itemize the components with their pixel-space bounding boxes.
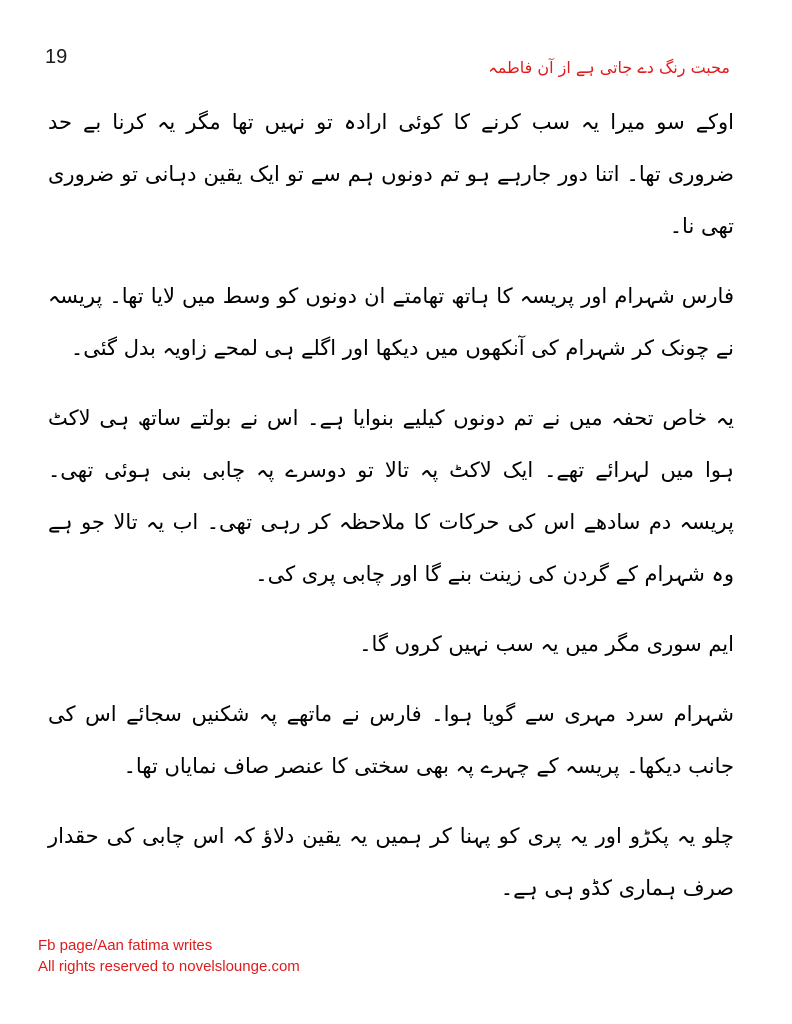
running-header: محبت رنگ دے جاتی ہے از آن فاطمہ <box>488 58 730 77</box>
paragraph-1: اوکے سو میرا یہ سب کرنے کا کوئی ارادہ تو نہیں تھا مگر یہ کرنا بے حد ضروری تھا۔ اتنا دور جارہے ہو تم دونوں ہم سے تو ایک یقین دہانی تو ضروری تھی نا۔ <box>48 110 734 238</box>
page-number: 19 <box>45 46 68 68</box>
paragraph-6: چلو یہ پکڑو اور یہ پری کو پہنا کر ہمیں یہ یقین دلاؤ کہ اس چابی کی حقدار صرف ہماری کڈو ہی ہے۔ <box>48 824 734 900</box>
paragraph-4: ایم سوری مگر میں یہ سب نہیں کروں گا۔ <box>359 632 734 656</box>
paragraph-3: یہ خاص تحفہ میں نے تم دونوں کیلیے بنوایا ہے۔ اس نے بولتے ساتھ ہی لاکٹ ہوا میں لہرائے تھے۔ ایک لاکٹ پہ تالا تو دوسرے پہ چابی بنی ہوئی تھی۔ پریسہ دم سادھے اس کی حرکات کا ملاحظہ کر رہی تھی۔ اب یہ تالا جو ہے وہ شہرام کے گردن کی زینت بنے گا اور چابی پری کی۔ <box>48 406 734 586</box>
paragraph-5: شہرام سرد مہری سے گویا ہوا۔ فارس نے ماتھے پہ شکنیں سجائے اس کی جانب دیکھا۔ پریسہ کے چہرے پہ بھی سختی کا عنصر صاف نمایاں تھا۔ <box>48 702 734 778</box>
footer-rights: All rights reserved to novelslounge.com <box>38 958 300 975</box>
story-body <box>48 96 734 932</box>
paragraph-2: فارس شہرام اور پریسہ کا ہاتھ تھامتے ان دونوں کو وسط میں لایا تھا۔ پریسہ نے چونک کر شہرام کی آنکھوں میں دیکھا اور اگلے ہی لمحے زاویہ بدل گئی۔ <box>48 284 734 360</box>
footer <box>38 935 300 977</box>
footer-fb-page: Fb page/Aan fatima writes <box>38 937 213 954</box>
